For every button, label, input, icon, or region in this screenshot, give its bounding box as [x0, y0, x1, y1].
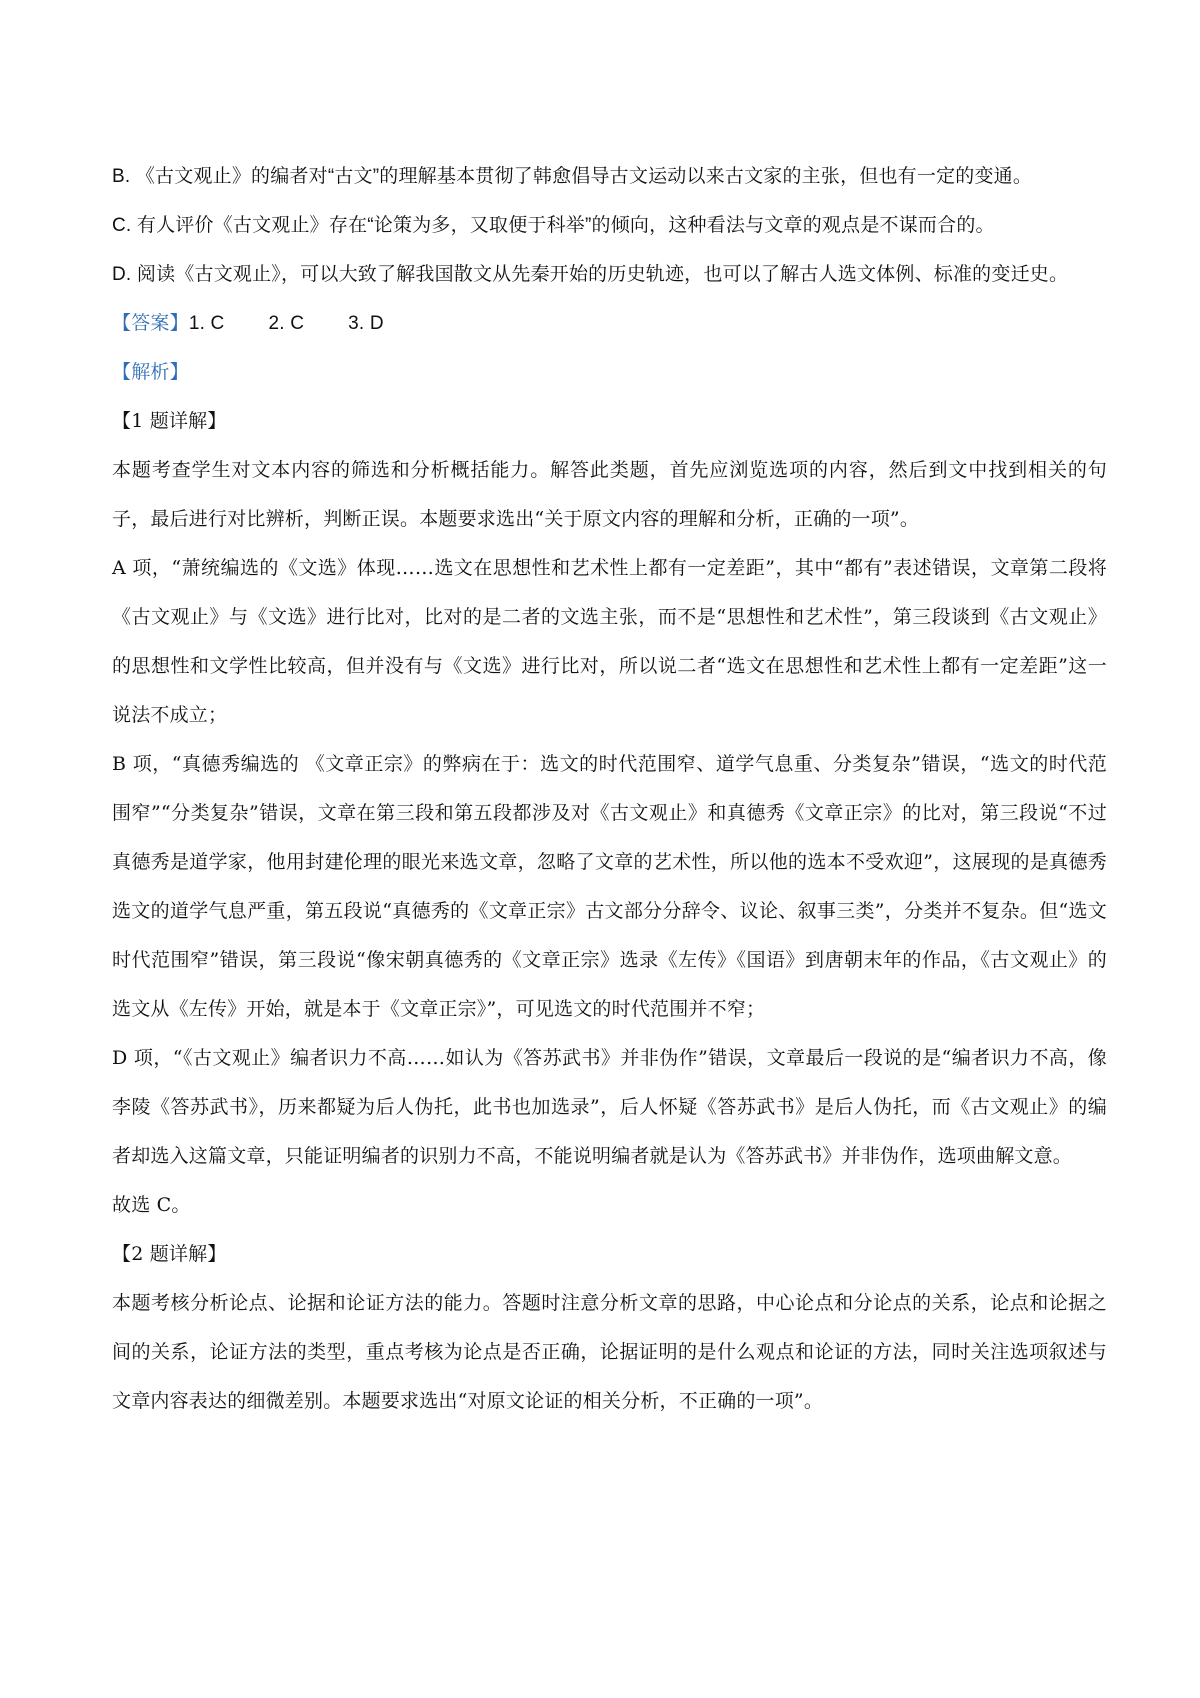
q1-conclusion: 故选 C。 [112, 1194, 191, 1216]
option-d: D. 阅读《古文观止》，可以大致了解我国散文从先秦开始的历史轨迹，也可以了解古人选文体例、标准的变迁史。 [112, 264, 1069, 285]
analysis-label: 【解析】 [112, 361, 189, 383]
q2-paragraph-intro: 本题考核分析论点、论据和论证方法的能力。答题时注意分析文章的思路，中心论点和分论点的关系，论点和论据之间的关系，论证方法的类型，重点考核为论点是否正确，论据证明的是什么观点和论证的方法，同时关注选项叙述与文章内容表达的细微差别。本题要求选出“对原文论证的相关分析，不正确的一项”。 [112, 1292, 1107, 1412]
option-b: B. 《古文观止》的编者对“古文”的理解基本贯彻了韩愈倡导古文运动以来古文家的主张，但也有一定的变通。 [112, 166, 1033, 187]
option-c: C. 有人评价《古文观止》存在“论策为多，又取便于科举”的倾向，这种看法与文章的观点是不谋而合的。 [112, 215, 995, 236]
q1-title: 【1 题详解】 [112, 410, 227, 432]
q2-title: 【2 题详解】 [112, 1243, 227, 1265]
answer-item-3: 3. D [348, 313, 384, 334]
answer-line [112, 299, 1107, 348]
answer-label: 【答案】 [112, 313, 189, 334]
q1-paragraph-option-a: A 项，“萧统编选的《文选》体现……选文在思想性和艺术性上都有一定差距”，其中“都有”表述错误，文章第二段将《古文观止》与《文选》进行比对，比对的是二者的文选主张，而不是“思想性和艺术性”，第三段谈到《古文观止》的思想性和文学性比较高，但并没有与《文选》进行比对，所以说二者“选文在思想性和艺术性上都有一定差距”这一说法不成立； [112, 557, 1107, 726]
q1-paragraph-option-d: D 项，“《古文观止》编者识力不高……如认为《答苏武书》并非伪作”错误，文章最后一段说的是“编者识力不高，像李陵《答苏武书》，历来都疑为后人伪托，此书也加选录”，后人怀疑《答苏武书》是后人伪托，而《古文观止》的编者却选入这篇文章，只能证明编者的识别力不高，不能说明编者就是认为《答苏武书》并非伪作，选项曲解文意。 [112, 1047, 1107, 1167]
answer-item-2: 2. C [268, 313, 305, 334]
q1-paragraph-intro: 本题考查学生对文本内容的筛选和分析概括能力。解答此类题，首先应浏览选项的内容，然后到文中找到相关的句子，最后进行对比辨析，判断正误。本题要求选出“关于原文内容的理解和分析，正确的一项”。 [112, 459, 1107, 530]
q1-paragraph-option-b: B 项，“真德秀编选的 《文章正宗》的弊病在于：选文的时代范围窄、道学气息重、分类复杂”错误，“选文的时代范围窄”“分类复杂”错误，文章在第三段和第五段都涉及对《古文观止》和真德秀《文章正宗》的比对，第三段说“不过真德秀是道学家，他用封建伦理的眼光来选文章，忽略了文章的艺术性，所以他的选本不受欢迎”，这展现的是真德秀选文的道学气息严重，第五段说“真德秀的《文章正宗》古文部分分辞令、议论、叙事三类”，分类并不复杂。但“选文时代范围窄”错误，第三段说“像宋朝真德秀的《文章正宗》选录《左传》《国语》到唐朝末年的作品，《古文观止》的选文从《左传》开始，就是本于《文章正宗》”，可见选文的时代范围并不窄； [112, 753, 1107, 1020]
answer-item-1: 1. C [188, 313, 225, 334]
